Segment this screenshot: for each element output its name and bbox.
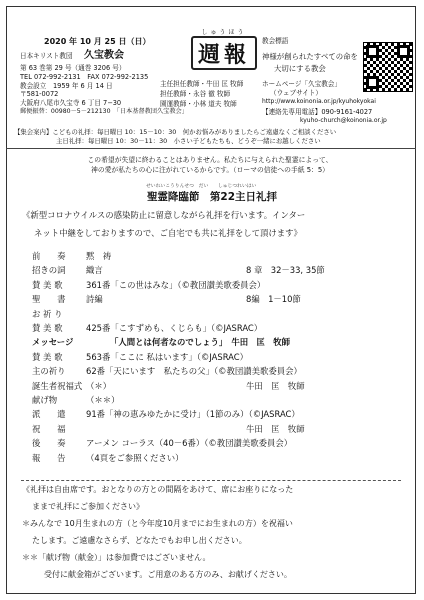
issue-number: 第 63 巻第 29 号（通巻 3206 号）	[20, 64, 126, 72]
note-birthday-1: ＊みんなで 10月生まれの方（と今年度10月までにお生まれの方）を祝福い	[22, 519, 293, 528]
service-item-content: アーメン コーラス（40－6番）（©教団讃美歌委員会）	[86, 438, 293, 449]
church-name-prefix: 日本キリスト教団	[20, 52, 73, 60]
staff-1: 主任担任教師・牛田 匡 牧師	[160, 80, 244, 88]
title-ruby: せいれいこうりんせつ だい しゅじつれいはい	[146, 184, 257, 189]
note-seating-2: ままで礼拝にご参加ください》	[32, 502, 144, 511]
service-intro-line-1: 《新型コロナウイルスの感染防止に留意しながら礼拝を行います。インター	[22, 210, 306, 220]
logo-ruby: しゅうほう	[201, 29, 247, 36]
service-item-detail: 8 章 32－33, 35節	[246, 265, 325, 276]
motto-label: 教会標語	[262, 37, 289, 45]
service-item-label: 招きの詞	[32, 265, 66, 276]
homepage-sub: （ウェブサイト）	[270, 89, 323, 97]
service-item-label: メッセージ	[32, 337, 74, 348]
service-item-label: 前 奏	[32, 251, 66, 261]
service-item-content: 62番「天にいます 私たちの父」（©教団讃美歌委員会）	[86, 366, 302, 377]
contact-email[interactable]: kyuho-church@koinonia.or.jp	[300, 117, 387, 124]
gathering-line-1: 【集会案内】こどもの礼拝：毎日曜日 10：15－10：30 何かお悩みがありましたらご遠慮なくご相談ください	[14, 128, 337, 136]
scripture-line-1: この希望が失望に終わることはありません。私たちに与えられた聖霊によって、	[87, 156, 333, 164]
service-item-content: （4頁をご参照ください）	[86, 452, 184, 463]
service-item-content: 「人間とは何者なのでしょう」 牛田 匡 牧師	[110, 337, 291, 348]
contact-phone: 【連絡先専用電話】090-9161-4027	[262, 108, 373, 116]
service-title: 聖霊降臨節 第22主日礼拝	[146, 191, 278, 203]
note-birthday-2: たします。ご遠慮なさらず、どなたでもお申し出ください。	[32, 536, 247, 545]
scripture-quote	[60, 156, 360, 178]
bulletin-date: 2020 年 10 月 25 日（日）	[44, 37, 151, 46]
service-item-label: 賛 美 歌	[32, 279, 63, 290]
service-item-label: 賛 美 歌	[32, 351, 63, 362]
homepage-label: ホームページ「久宝教会」	[262, 80, 341, 88]
founded-date: 教会設立 1959 年 6 月 14 日	[20, 82, 113, 90]
staff-3: 園運教師・小林 道夫 牧師	[160, 100, 237, 108]
gathering-line-2: 主日礼拝：毎日曜日 10：30－11：30 小さい子どもたちも、どうぞ一緒にお越しください	[56, 137, 321, 145]
shuho-logo: 週報	[191, 36, 257, 70]
service-item-content: 詩編	[86, 294, 103, 305]
church-name: 久宝教会	[84, 50, 124, 61]
service-item-label: 主の祈り	[32, 366, 66, 377]
tel-fax: TEL 072-992-2131 FAX 072-992-2135	[20, 73, 149, 81]
service-item-content: （＊）	[86, 380, 112, 391]
motto-line-2: 大切にする教会	[274, 64, 326, 73]
note-seating-1: 《礼拝は自由席です。おとなりの方との間隔をあけて、席にお座りになった	[22, 485, 294, 494]
service-item-content: （＊＊）	[86, 395, 120, 405]
notes-divider	[21, 480, 401, 481]
motto-line-1: 神様が創られたすべての命を	[262, 52, 358, 61]
service-item-content: 361番「この世はみな」（©教団讃美歌委員会）	[86, 279, 266, 290]
staff-2: 担任教師・永谷 徹 牧師	[160, 90, 231, 98]
qr-code-icon	[363, 42, 413, 92]
service-item-detail: 牛田 匡 牧師	[246, 380, 305, 391]
service-item-label: 派 遣	[32, 409, 66, 420]
header-divider	[6, 148, 416, 149]
service-item-label: お 祈 り	[32, 308, 63, 319]
postal-code: 〒581-0072	[20, 90, 59, 98]
service-item-content: 黙 祷	[86, 251, 112, 261]
service-item-label: 祝 福	[32, 423, 66, 434]
note-offering-1: ＊＊「献げ物（献金）」は参加費ではございません。	[22, 553, 211, 562]
note-offering-2: 受付に献金箱がございます。ご用意のある方のみ、お献げください。	[44, 570, 292, 579]
service-item-content: 織言	[86, 265, 103, 276]
service-item-content: 91番「神の恵みゆたかに受け」（1節のみ）（©JASRAC）	[86, 409, 300, 420]
service-item-detail: 8編 1－10節	[246, 294, 301, 305]
service-item-content: 563番「ここに 私はいます」（©JASRAC）	[86, 351, 248, 362]
homepage-url[interactable]: http://www.koinonia.or.jp/kyuhokyokai	[262, 98, 376, 105]
service-item-detail: 牛田 匡 牧師	[246, 423, 305, 434]
service-intro-line-2: ネット中継をしておりますので、ご自宅でも共に礼拝をして頂けます》	[34, 228, 302, 238]
service-item-content: 425番「こすずめも、くじらも」（©JASRAC）	[86, 323, 263, 333]
service-item-label: 賛 美 歌	[32, 323, 63, 333]
scripture-line-2: 神の愛が私たちの心に注がれているからです。（ローマの信徒への手紙 5：5）	[91, 165, 329, 174]
postal-transfer: 郵便振替：00980－5－212130 「日本基督教団久宝教会」	[20, 108, 188, 115]
service-item-label: 誕生者祝福式	[32, 380, 83, 391]
church-address: 大阪府八尾市久宝寺 6 丁目 7−30	[20, 99, 122, 107]
service-item-label: 後 奏	[32, 438, 66, 449]
service-item-label: 献げ物	[32, 395, 58, 405]
service-item-label: 聖 書	[32, 294, 66, 305]
service-item-label: 報 告	[32, 452, 66, 463]
